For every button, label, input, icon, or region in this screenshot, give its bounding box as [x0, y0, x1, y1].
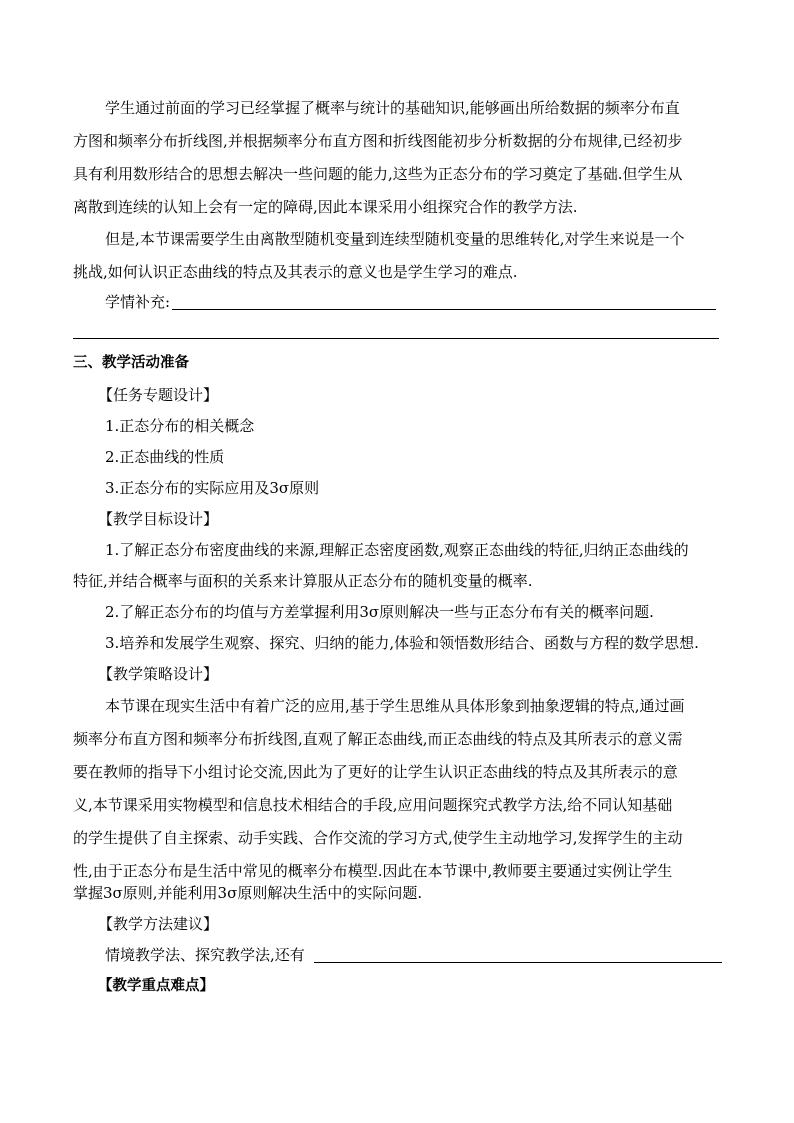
supplement-blank-line-2[interactable] [73, 338, 719, 339]
task-design-title: 【任务专题设计】 [98, 386, 219, 404]
method-suggestion-title: 【教学方法建议】 [98, 915, 219, 933]
strategy-line-7: 掌握3σ原则,并能利用3σ原则解决生活中的实际问题. [73, 884, 423, 902]
strategy-line-1: 本节课在现实生活中有着广泛的应用,基于学生思维从具体形象到抽象逻辑的特点,通过画 [105, 697, 685, 715]
strategy-line-2: 频率分布直方图和频率分布折线图,直观了解正态曲线,而正态曲线的特点及其所表示的意义需 [73, 730, 683, 748]
goal-line-2: 特征,并结合概率与面积的关系来计算服从正态分布的随机变量的概率. [73, 572, 533, 590]
para2-line1: 但是,本节课需要学生由离散型随机变量到连续型随机变量的思维转化,对学生来说是一个 [105, 230, 685, 248]
goal-line-4: 3.培养和发展学生观察、探究、归纳的能力,体验和领悟数形结合、函数与方程的数学思想. [105, 634, 699, 652]
para1-line1: 学生通过前面的学习已经掌握了概率与统计的基础知识,能够画出所给数据的频率分布直 [105, 99, 680, 117]
para1-line2: 方图和频率分布折线图,并根据频率分布直方图和折线图能初步分析数据的分布规律,已经初步 [73, 132, 683, 150]
task-item-3: 3.正态分布的实际应用及3σ原则 [105, 479, 320, 497]
method-suggestion-text: 情境教学法、探究教学法,还有 [105, 946, 305, 964]
strategy-line-5: 的学生提供了自主探索、动手实践、合作交流的学习方式,使学生主动地学习,发挥学生的主动 [73, 829, 683, 847]
para2-line2: 挑战,如何认识正态曲线的特点及其表示的意义也是学生学习的难点. [73, 263, 518, 281]
strategy-line-4: 义,本节课采用实物模型和信息技术相结合的手段,应用问题探究式教学方法,给不同认知基础 [73, 796, 673, 814]
strategy-design-title: 【教学策略设计】 [98, 665, 219, 683]
goal-design-title: 【教学目标设计】 [98, 510, 219, 528]
strategy-line-6: 性,由于正态分布是生活中常见的概率分布模型.因此在本节课中,教师要主要通过实例让学生 [73, 862, 673, 880]
goal-line-1: 1.了解正态分布密度曲线的来源,理解正态密度函数,观察正态曲线的特征,归纳正态曲线的 [105, 541, 689, 559]
task-item-1: 1.正态分布的相关概念 [105, 417, 255, 435]
goal-line-3: 2.了解正态分布的均值与方差掌握利用3σ原则解决一些与正态分布有关的概率问题. [105, 603, 654, 621]
section-three-heading: 三、教学活动准备 [73, 355, 189, 371]
supplement-label: 学情补充: [105, 293, 171, 311]
key-points-title: 【教学重点难点】 [98, 978, 214, 994]
para1-line3: 具有利用数形结合的思想去解决一些问题的能力,这些为正态分布的学习奠定了基础.但学生从 [73, 165, 683, 183]
strategy-line-3: 要在教师的指导下小组讨论交流,因此为了更好的让学生认识正态曲线的特点及其所表示的意 [73, 763, 678, 781]
supplement-blank-line-1[interactable] [172, 309, 716, 310]
task-item-2: 2.正态曲线的性质 [105, 448, 225, 466]
method-suggestion-blank-line[interactable] [314, 962, 722, 963]
para1-line4: 离散到连续的认知上会有一定的障碍,因此本课采用小组探究合作的教学方法. [73, 198, 578, 216]
